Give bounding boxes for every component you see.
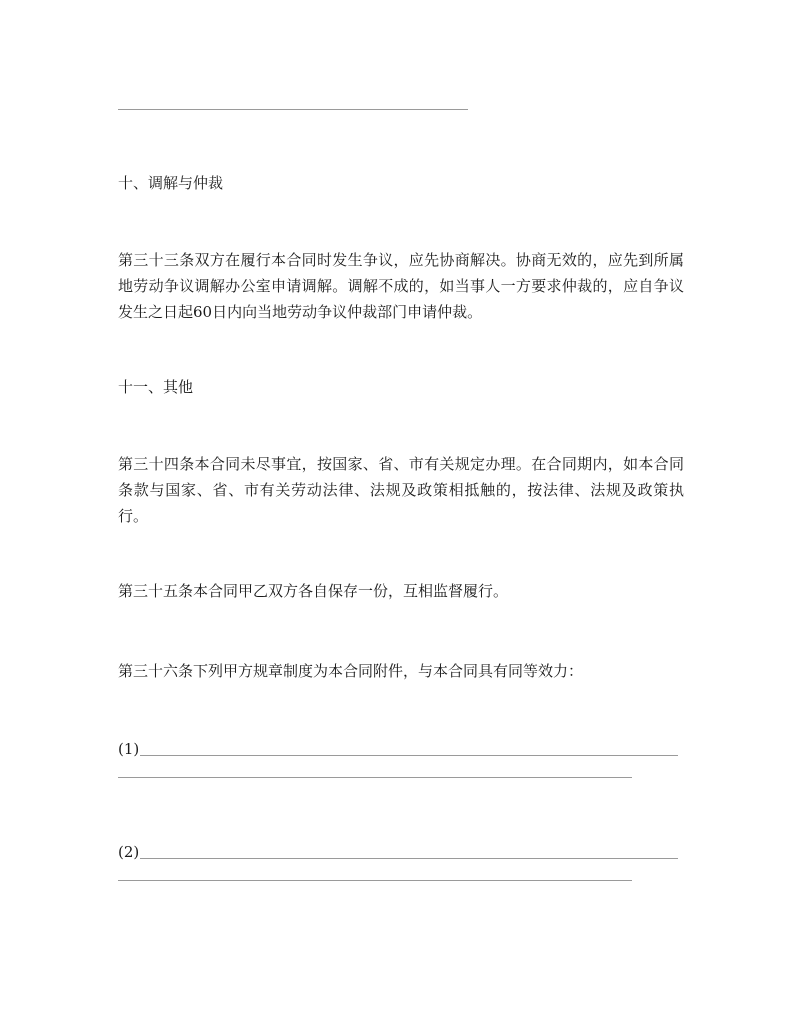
article-35-paragraph: 第三十五条本合同甲乙双方各自保存一份，互相监督履行。 — [118, 582, 509, 600]
article-36-paragraph: 第三十六条下列甲方规章制度为本合同附件，与本合同具有同等效力： — [118, 662, 584, 680]
attachment-1-blank-line-1 — [140, 755, 678, 756]
article-34-paragraph: 第三十四条本合同未尽事宜，按国家、省、市有关规定办理。在合同期内，如本合同条款与国家、省、市有关劳动法律、法规及政策相抵触的，按法律、法规及政策执行。 — [118, 455, 684, 525]
section-title-other: 十一、其他 — [118, 378, 194, 396]
blank-underline-top — [118, 109, 468, 110]
section-title-mediation-arbitration: 十、调解与仲裁 — [118, 174, 224, 192]
attachment-2-blank-line-2 — [118, 880, 632, 881]
attachment-1-blank-line-2 — [118, 777, 632, 778]
attachment-2-blank-line-1 — [140, 858, 678, 859]
attachment-1-label: (1) — [118, 740, 140, 758]
article-33-paragraph: 第三十三条双方在履行本合同时发生争议，应先协商解决。协商无效的，应先到所属地劳动争议调解办公室申请调解。调解不成的，如当事人一方要求仲裁的，应自争议发生之日起60日内向当地劳动争议仲裁部门申请仲裁。 — [118, 251, 684, 321]
attachment-2-label: (2) — [118, 843, 140, 861]
